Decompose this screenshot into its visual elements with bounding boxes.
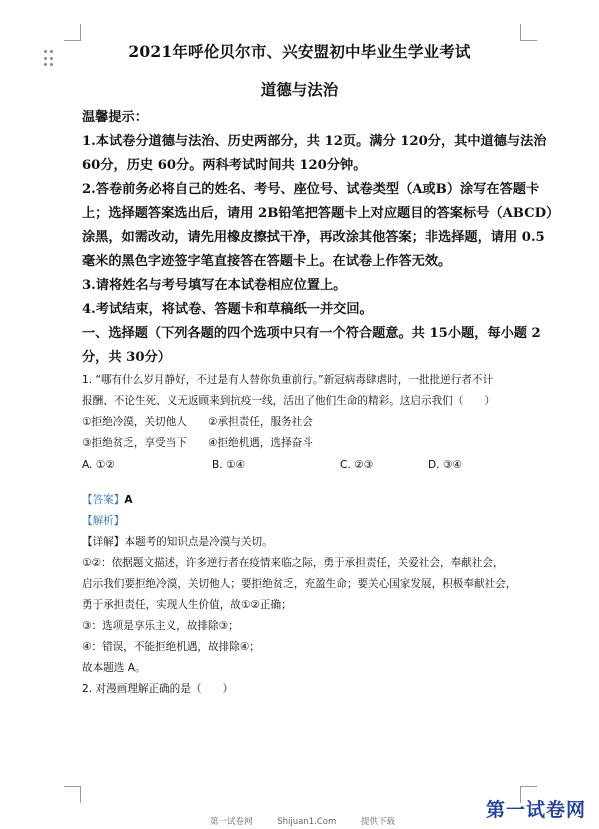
tips-line: 涂黑，如需改动，请先用橡皮擦拭干净，再改涂其他答案；非选择题，请用 0.5 [82,230,545,245]
question1-options [82,454,528,476]
question1-stem: 报酬、不论生死、义无返顾来到抗疫一线，活出了他们生命的精彩。这启示我们（ ） [82,395,496,407]
section-heading: 一、选择题（下列各题的四个选项中只有一个符合题意。共 15小题，每小题 2 [82,326,541,341]
explanation-line: ③：选项是享乐主义，故排除③； [82,620,239,632]
footer-item: 提供下载 [360,817,395,827]
option-d: D. ③④ [428,459,462,471]
site-logo: 第一试卷网 [486,799,587,821]
exam-title: 2021年呼伦贝尔市、兴安盟初中毕业生学业考试 [128,42,471,61]
option-b: B. ①④ [212,459,245,471]
tips-line: 1.本试卷分道德与法治、历史两部分，共 12页。满分 120分，其中道德与法治 [82,134,547,149]
section-heading: 分，共 30分） [82,350,171,365]
explanation-line: 启示我们要拒绝冷漠，关切他人；要拒绝贫乏，充盈生命；要关心国家发展，积极奉献社会， [82,578,517,590]
analysis-label: 【解析】 [82,515,125,527]
footer-item: 第一试卷网 [210,817,253,827]
page-footer [210,815,417,827]
margin-corner-bottom-left [64,786,81,803]
answer-label: 【答案】 [82,494,125,506]
explanation-line: 故本题选 A。 [82,662,146,674]
tips-line: 2.答卷前务必将自己的姓名、考号、座位号、试卷类型（A或B）涂写在答题卡 [82,182,540,197]
tips-line: 上；选择题答案选出后，请用 2B铅笔把答题卡上对应题目的答案标号（ABCD） [82,206,560,221]
detail-line [82,532,528,553]
explanation-line: ①②：依据题文描述，许多逆行者在疫情来临之际，勇于承担责任，关爱社会，奉献社会， [82,557,504,569]
detail-label: 【详解】 [82,536,125,548]
exam-subject: 道德与法治 [260,80,339,99]
question1-stem: 1. “哪有什么岁月静好，不过是有人替你负重前行。”新冠病毒肆虐时，一批批逆行者不计 [82,374,494,386]
tips-line: 4.考试结束，将试卷、答题卡和草稿纸一并交回。 [82,302,373,317]
explanation-line: 勇于承担责任，实现人生价值，故①②正确； [82,599,292,611]
question2-stem: 2. 对漫画理解正确的是（ ） [82,683,234,695]
tips-line: 60分，历史 60分。两科考试时间共 120分钟。 [82,158,367,173]
question1-statement: ③拒绝贫乏，享受当下 ④拒绝机遇，选择奋斗 [82,437,313,449]
margin-corner-top-right [520,24,537,41]
footer-item: Shijuan1.Com [277,817,337,827]
margin-corner-top-left [64,24,81,41]
tips-heading: 温馨提示： [82,110,148,125]
tips-line: 毫米的黑色字迹签字笔直接答在答题卡上。在试卷上作答无效。 [82,254,452,269]
tips-line: 3.请将姓名与考号填写在本试卷相应位置上。 [82,278,347,293]
document-body [82,106,560,700]
option-a: A. ①② [82,459,115,471]
answer-value: A [124,494,133,506]
explanation-line: ④：错误，不能拒绝机遇，故排除④； [82,641,260,653]
option-c: C. ②③ [340,459,374,471]
detail-text: 本题考的知识点是冷漠与关切。 [124,536,273,548]
answer-line [82,490,528,511]
question1-statement: ①拒绝冷漠，关切他人 ②承担责任，服务社会 [82,416,313,428]
